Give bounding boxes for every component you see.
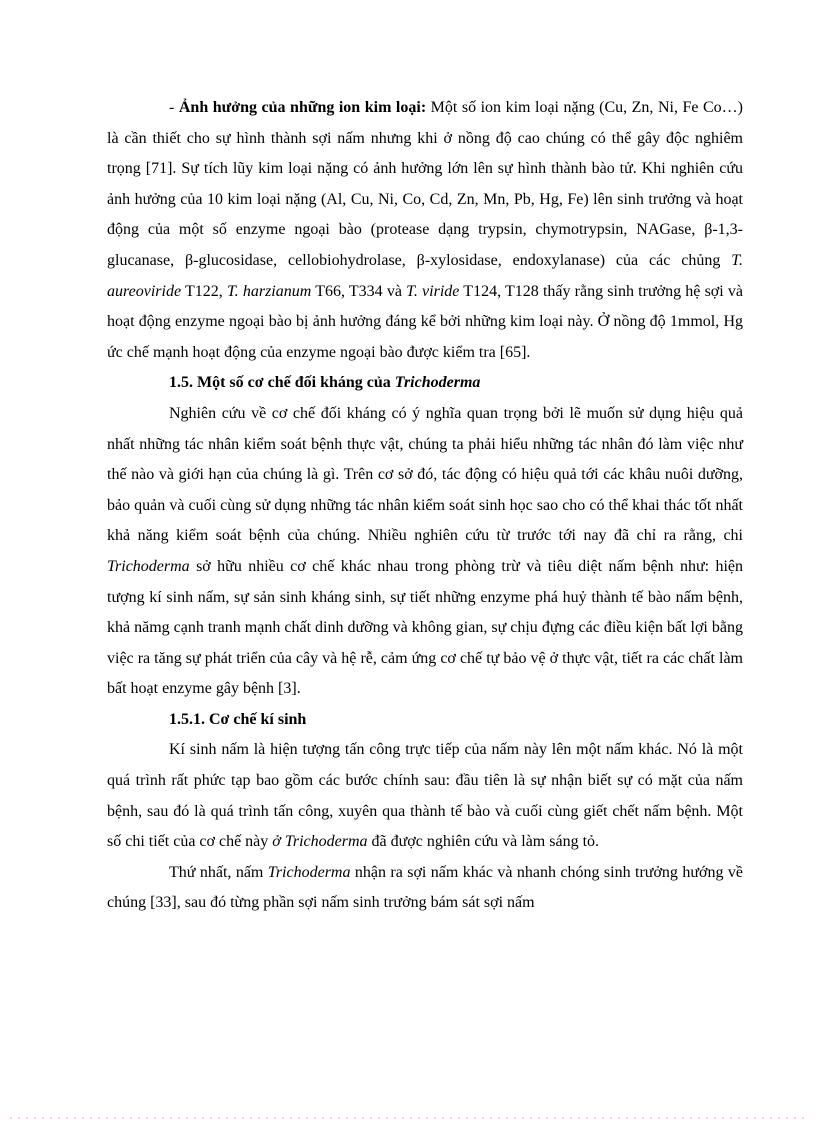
text-run: T. viride — [406, 282, 460, 300]
text-run: ở Trichoderma — [272, 833, 368, 851]
text-run: nhận ra sợi nấm khác và nhanh chóng sinh trưởng hướng về chúng [33], sau đó từng phần sợi nấm sinh trưởng bám sát sợi nấm — [107, 863, 744, 912]
text-run: Nghiên cứu về cơ chế đối kháng có ý nghĩa quan trọng bởi lẽ muốn sử dụng hiệu quả nhất những tác nhân kiểm soát bệnh thực vật, chúng ta phải hiểu những tác nhân đó làm việc như thế nào và giới hạn của chúng là gì. Trên cơ sở đó, tác động có hiệu quả tới các khâu nuôi dưỡng, bảo quản và cuối cùng sử dụng những tác nhân kiểm soát sinh học sao cho có thể khai thác tốt nhất khả năng kiểm soát bệnh của chúng. Nhiều nghiên cứu từ trước tới nay đã chỉ ra rằng, chi — [107, 404, 743, 545]
heading-1-5 — [107, 368, 743, 399]
text-run: Một số ion kim loại nặng (Cu, Zn, Ni, Fe Co…) là cần thiết cho sự hình thành sợi nấm nhưng khi ở nồng độ cao chúng có thể gây độc nghiêm trọng [71]. Sự tích lũy kim loại nặng có ảnh hưởng lớn lên sự hình thành bào tử. Khi nghiên cứu ảnh hưởng của 10 kim loại nặng (Al, Cu, Ni, Co, Cd, Zn, Mn, Pb, Hg, Fe) lên sinh trưởng và hoạt động của một số enzyme ngoại bào (protease dạng trypsin, chymotrypsin, NAGase, β-1,3-glucanase, β-glucosidase, cellobiohydrolase, β-xylosidase, endoxylanase) của các chủng — [107, 99, 743, 269]
text-run: Trichoderma — [267, 863, 351, 881]
text-run: 1.5.1. Cơ chế kí sinh — [169, 710, 307, 728]
text-run: 1.5. Một số cơ chế đối kháng của — [169, 374, 395, 392]
paragraph-metal-ions — [107, 93, 743, 368]
text-run: Trichoderma — [394, 374, 481, 392]
paragraph-recognition-step — [107, 858, 743, 919]
text-run: Thứ nhất, nấm — [169, 863, 268, 881]
text-run: T124, T128 thấy rằng sinh trưởng hệ sợi và hoạt động enzyme ngoại bào bị ảnh hưởng đáng kể bởi những kim loại này. Ở nồng độ 1mmol, Hg ức chế mạnh hoạt động của enzyme ngoại bào được kiểm tra [65]. — [107, 282, 744, 361]
text-run: - — [169, 99, 179, 116]
text-content — [107, 93, 743, 919]
text-run: T. aureoviride — [107, 251, 743, 300]
text-run: sở hữu nhiều cơ chế khác nhau trong phòng trừ và tiêu diệt nấm bệnh như: hiện tượng kí sinh nấm, sự sản sinh kháng sinh, sự tiết những enzyme phá huỷ thành tế bào nấm bệnh, khả nămg cạnh tranh mạnh chất dinh dưỡng và không gian, sự chịu đựng các điều kiện bất lợi bằng việc ra tăng sự phát triển của cây và hệ rễ, cảm ứng cơ chế tự bảo vệ ở thực vật, tiết ra các chất làm bất hoạt enzyme gây bệnh [3]. — [107, 557, 743, 698]
paragraph-antagonism-mechanisms — [107, 399, 743, 705]
text-run: T122, — [181, 282, 227, 300]
heading-1-5-1 — [107, 705, 743, 736]
paragraph-mycoparasitism — [107, 735, 743, 857]
text-run: T66, T334 và — [311, 282, 407, 300]
text-run: T. harzianum — [226, 282, 312, 300]
page-bottom-dotted-line — [10, 1117, 806, 1119]
text-run: Trichoderma — [107, 557, 190, 575]
text-run: Ảnh hưởng của những ion kim loại: — [178, 99, 427, 116]
text-run: Kí sinh nấm là hiện tượng tấn công trực tiếp của nấm này lên một nấm khác. Nó là một quá trình rất phức tạp bao gồm các bước chính sau: đầu tiên là sự nhận biết sự có mặt của nấm bệnh, sau đó là quá trình tấn công, xuyên qua thành tế bào và cuối cùng giết chết nấm bệnh. Một số chi tiết của cơ chế này — [107, 741, 743, 851]
text-run: đã được nghiên cứu và làm sáng tỏ. — [367, 833, 600, 851]
